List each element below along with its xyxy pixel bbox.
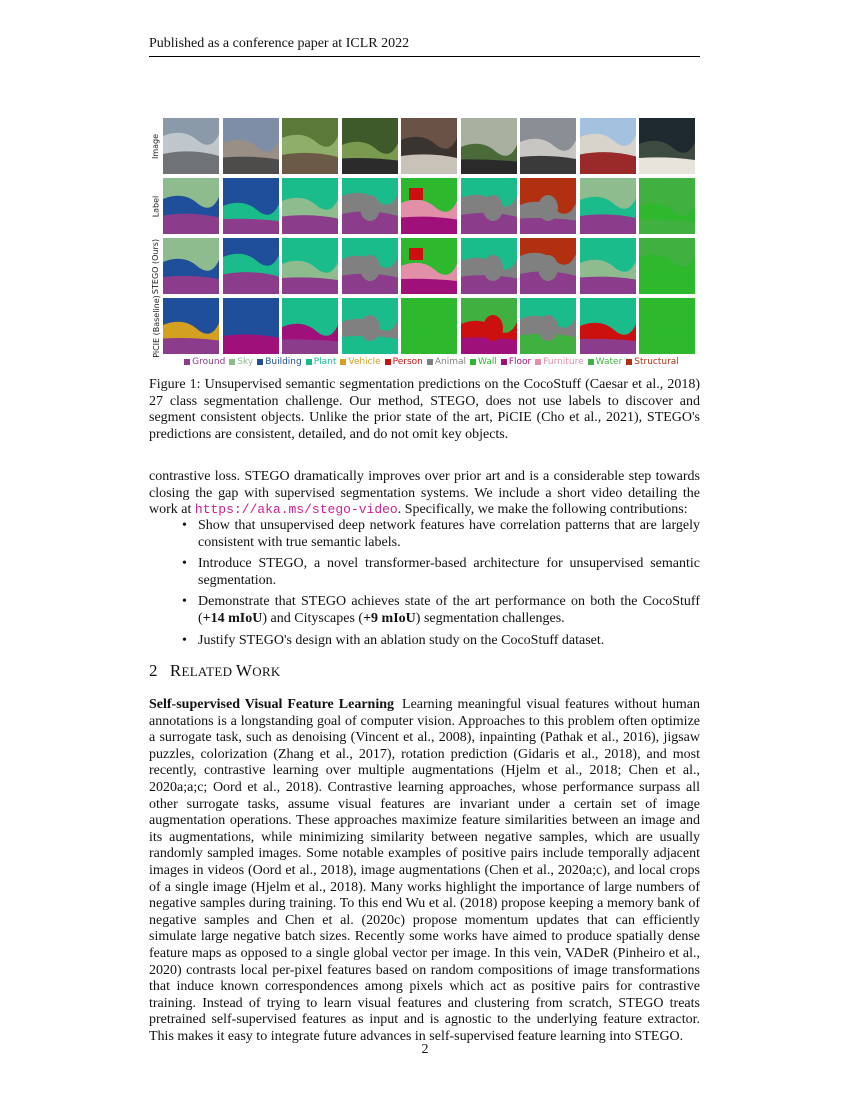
page-number: 2 — [421, 1042, 429, 1057]
thumb-picie-2 — [223, 298, 279, 354]
legend-item-floor: Floor — [501, 357, 531, 367]
thumb-label-5 — [401, 178, 457, 234]
thumb-label-9 — [639, 178, 695, 234]
thumb-image-3 — [282, 118, 338, 174]
legend-item-person: Person — [385, 357, 423, 367]
related-work-paragraph: Self-supervised Visual Feature Learning Learning meaningful visual features without human annotations is a longstanding goal of computer vision. Approaches to this problem often optimize a surrogate task, such as denoising (Vincent et al., 2008), inpainting (Pathak et al., 2016), jigsaw puzzles, colorization (Zhang et al., 2017), rotation prediction (Gidaris et al., 2018), and most recently, contrastive learning over multiple augmentations (Hjelm et al., 2018; Chen et al., 2020a;a;c; Oord et al., 2018). Contrastive learning approaches, whose performance surpass all other surrogate tasks, assume visual features are invariant under a certain set of image augmentation operations. These approaches maximize feature similarities between an image and its augmentations, while minimizing similarity between negative samples, which are usually randomly sampled images. Some notable examples of positive pairs include temporally adjacent images in videos (Oord et al., 2018), image augmentations (Chen et al., 2020a;c), and local crops of a single image (Hjelm et al., 2018). Many works highlight the importance of large numbers of negative samples during training. To this end Wu et al. (2018) propose keeping a memory bank of negative samples and Chen et al. (2020c) propose momentum updates that can efficiently simulate large negative batch sizes. Recently some works have aimed to produce spatially dense feature maps as opposed to a single global vector per image. In this vein, VADeR (Pinheiro et al., 2020) contrasts local per-pixel features based on random compositions of image transformations that induce known correspondences among pixels which act as positive pairs for contrastive training. Instead of trying to learn visual features and clustering from scratch, STEGO treats pretrained self-supervised features as input and is agnostic to the underlying feature extractor. This makes it easy to integrate future advances in self-supervised feature learning into STEGO. — [149, 697, 701, 1044]
figure-caption: Figure 1: Unsupervised semantic segmentation predictions on the CocoStuff (Caesar et al., 2018) 27 class segmentation challenge. Our method, STEGO, does not use labels to discover and segment consistent objects. Unlike the prior state of the art, PiCIE (Cho et al., 2021), STEGO's predictions are consistent, detailed, and do not omit key objects. — [149, 377, 700, 442]
paragraph-title: Self-supervised Visual Feature Learning — [149, 697, 395, 712]
thumb-stego-6 — [461, 238, 517, 294]
legend-item-vehicle: Vehicle — [340, 357, 380, 367]
thumb-label-3 — [282, 178, 338, 234]
thumb-stego-8 — [580, 238, 636, 294]
row-label-label: Label — [151, 195, 161, 217]
legend-item-ground: Ground — [184, 357, 225, 367]
thumb-label-1 — [163, 178, 219, 234]
row-label-image: Image — [151, 133, 161, 159]
legend-item-structural: Structural — [626, 357, 679, 367]
legend-item-plant: Plant — [306, 357, 337, 367]
thumb-stego-9 — [639, 238, 695, 294]
thumb-image-8 — [580, 118, 636, 174]
legend-item-building: Building — [257, 357, 302, 367]
list-item: • Show that unsupervised deep network features have correlation patterns that are largely consistent with true semantic labels. — [182, 518, 700, 551]
thumb-image-1 — [163, 118, 219, 174]
legend-item-water: Water — [588, 357, 623, 367]
thumb-stego-7 — [520, 238, 576, 294]
thumb-picie-9 — [639, 298, 695, 354]
thumb-picie-8 — [580, 298, 636, 354]
thumb-label-2 — [223, 178, 279, 234]
thumb-image-5 — [401, 118, 457, 174]
intro-paragraph: contrastive loss. STEGO dramatically improves over prior art and is a considerable step towards closing the gap with supervised segmentation systems. We include a short video detailing the work at https://aka.ms/stego-video. Specifically, we make the following contributions: — [149, 469, 700, 518]
thumb-label-4 — [342, 178, 398, 234]
thumb-image-2 — [223, 118, 279, 174]
thumb-image-4 — [342, 118, 398, 174]
contributions-list — [182, 518, 700, 654]
thumb-label-8 — [580, 178, 636, 234]
legend-item-wall: Wall — [470, 357, 497, 367]
running-header: Published as a conference paper at ICLR 2022 — [149, 36, 700, 57]
legend-item-animal: Animal — [427, 357, 466, 367]
list-item: • Introduce STEGO, a novel transformer-based architecture for unsupervised semantic segmentation. — [182, 556, 700, 589]
thumb-label-7 — [520, 178, 576, 234]
thumb-stego-2 — [223, 238, 279, 294]
thumb-stego-5 — [401, 238, 457, 294]
thumb-picie-5 — [401, 298, 457, 354]
thumb-picie-7 — [520, 298, 576, 354]
thumb-image-6 — [461, 118, 517, 174]
legend-item-sky: Sky — [229, 357, 253, 367]
thumb-stego-3 — [282, 238, 338, 294]
thumb-stego-4 — [342, 238, 398, 294]
thumb-picie-4 — [342, 298, 398, 354]
thumb-picie-1 — [163, 298, 219, 354]
thumb-picie-3 — [282, 298, 338, 354]
figure-1 — [149, 114, 700, 374]
thumb-label-6 — [461, 178, 517, 234]
row-label-stego: STEGO (Ours) — [151, 238, 161, 294]
list-item: • Justify STEGO's design with an ablation study on the CocoStuff dataset. — [182, 633, 700, 650]
thumb-image-7 — [520, 118, 576, 174]
legend-item-furniture: Furniture — [535, 357, 583, 367]
section-heading: 2 RELATED WORK — [149, 661, 281, 680]
class-legend — [163, 357, 700, 367]
thumb-picie-6 — [461, 298, 517, 354]
list-item: • Demonstrate that STEGO achieves state of the art performance on both the CocoStuff (+14 mIoU) and Cityscapes (+9 mIoU) segmentation challenges. — [182, 594, 700, 627]
row-label-picie: PiCIE (Baseline) — [151, 294, 161, 358]
video-link[interactable]: https://aka.ms/stego-video — [194, 502, 398, 518]
thumb-image-9 — [639, 118, 695, 174]
thumb-stego-1 — [163, 238, 219, 294]
